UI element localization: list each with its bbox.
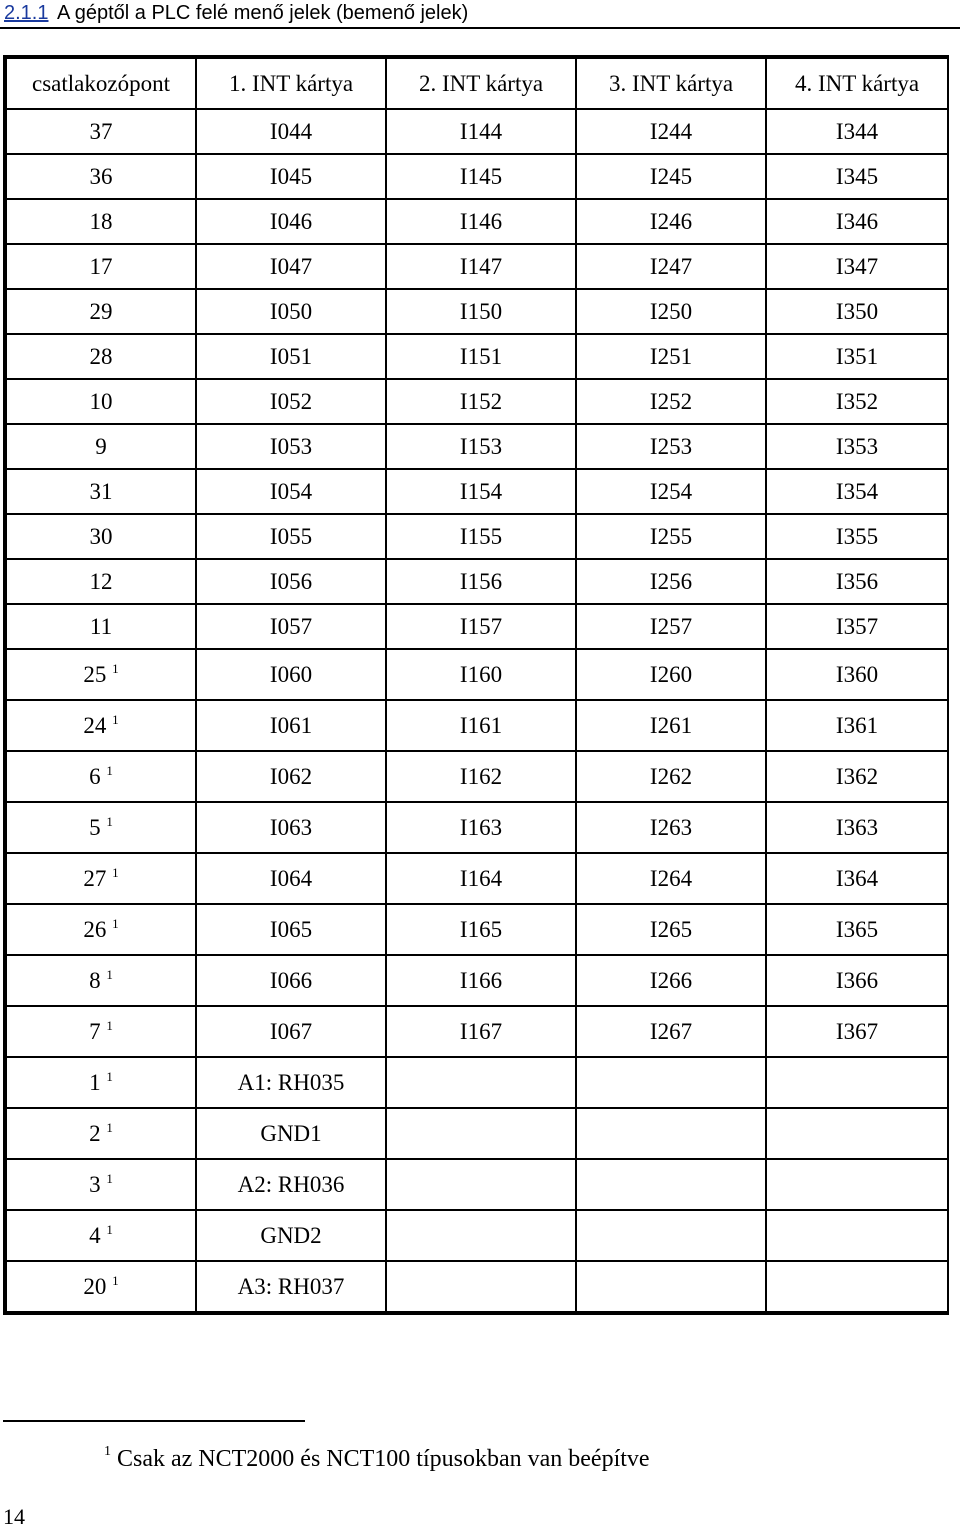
int-card-4-cell: I361: [766, 700, 948, 751]
int-card-1-cell: GND1: [196, 1108, 386, 1159]
int-card-2-cell: I157: [386, 604, 576, 649]
int-card-4-cell: I352: [766, 379, 948, 424]
int-card-3-cell: I266: [576, 955, 766, 1006]
int-card-4-cell: [766, 1159, 948, 1210]
table-row: [6, 649, 948, 700]
int-card-4-cell: I363: [766, 802, 948, 853]
connection-point-cell: [6, 424, 196, 469]
int-card-4-cell: I356: [766, 559, 948, 604]
int-card-1-cell: I057: [196, 604, 386, 649]
int-card-1-cell: I046: [196, 199, 386, 244]
connection-point-cell: [6, 1057, 196, 1108]
connection-point-value: 30: [89, 523, 113, 549]
int-card-3-cell: I250: [576, 289, 766, 334]
int-card-3-cell: I255: [576, 514, 766, 559]
connection-point-value: 5: [89, 814, 101, 840]
connection-point-value: 9: [95, 433, 107, 459]
table-row: [6, 379, 948, 424]
connection-point-cell: [6, 199, 196, 244]
int-card-3-cell: I245: [576, 154, 766, 199]
int-card-4-cell: I355: [766, 514, 948, 559]
table-row: [6, 904, 948, 955]
footnote-ref: 1: [112, 915, 119, 931]
connection-point-cell: [6, 853, 196, 904]
connection-point-value: 3: [89, 1171, 101, 1197]
header-int-card-2: 2. INT kártya: [386, 58, 576, 109]
table-row: [6, 700, 948, 751]
int-card-4-cell: I346: [766, 199, 948, 244]
int-card-2-cell: I166: [386, 955, 576, 1006]
table-row: [6, 154, 948, 199]
connection-point-value: 10: [89, 388, 113, 414]
connection-point-value: 17: [89, 253, 113, 279]
footnote-ref: 1: [106, 1119, 113, 1135]
connection-point-value: 1: [89, 1069, 101, 1095]
int-card-3-cell: I244: [576, 109, 766, 154]
table-row: [6, 802, 948, 853]
table-row: [6, 1261, 948, 1312]
int-card-4-cell: I362: [766, 751, 948, 802]
int-card-2-cell: I145: [386, 154, 576, 199]
int-card-3-cell: I252: [576, 379, 766, 424]
int-card-4-cell: I345: [766, 154, 948, 199]
int-card-2-cell: [386, 1108, 576, 1159]
int-card-2-cell: I155: [386, 514, 576, 559]
footnote-ref: 1: [106, 1017, 113, 1033]
header-int-card-4: 4. INT kártya: [766, 58, 948, 109]
connection-point-cell: [6, 334, 196, 379]
connection-point-cell: [6, 751, 196, 802]
connection-point-cell: [6, 700, 196, 751]
connection-point-cell: [6, 604, 196, 649]
int-card-1-cell: I053: [196, 424, 386, 469]
connection-point-value: 4: [89, 1222, 101, 1248]
footnote-ref: 1: [106, 762, 113, 778]
int-card-4-cell: I367: [766, 1006, 948, 1057]
int-card-1-cell: A1: RH035: [196, 1057, 386, 1108]
int-card-1-cell: I047: [196, 244, 386, 289]
connection-point-cell: [6, 1006, 196, 1057]
int-card-4-cell: [766, 1057, 948, 1108]
int-card-3-cell: I262: [576, 751, 766, 802]
int-card-1-cell: I066: [196, 955, 386, 1006]
int-card-3-cell: I256: [576, 559, 766, 604]
int-card-1-cell: A2: RH036: [196, 1159, 386, 1210]
int-card-2-cell: I160: [386, 649, 576, 700]
heading-divider: [0, 27, 960, 29]
footnote-text: Csak az NCT2000 és NCT100 típusokban van beépítve: [117, 1446, 650, 1472]
table-row: [6, 109, 948, 154]
connection-point-value: 26: [83, 916, 107, 942]
footnote-ref: 1: [112, 1272, 119, 1288]
int-card-1-cell: I055: [196, 514, 386, 559]
int-card-3-cell: I267: [576, 1006, 766, 1057]
connection-point-cell: [6, 244, 196, 289]
section-title: A géptől a PLC felé menő jelek (bemenő jelek): [56, 2, 469, 24]
connection-point-value: 12: [89, 568, 113, 594]
connection-point-cell: [6, 559, 196, 604]
connection-point-value: 8: [89, 967, 101, 993]
table-row: [6, 559, 948, 604]
int-card-2-cell: I146: [386, 199, 576, 244]
header-int-card-1: 1. INT kártya: [196, 58, 386, 109]
connection-point-cell: [6, 109, 196, 154]
page-number: 14: [3, 1504, 25, 1529]
connection-point-cell: [6, 1210, 196, 1261]
section-heading: [4, 0, 468, 26]
int-card-2-cell: I154: [386, 469, 576, 514]
int-card-2-cell: I152: [386, 379, 576, 424]
int-card-1-cell: I056: [196, 559, 386, 604]
table-row: [6, 604, 948, 649]
int-card-3-cell: I253: [576, 424, 766, 469]
connection-point-cell: [6, 514, 196, 559]
connection-point-value: 27: [83, 865, 107, 891]
connection-point-value: 25: [83, 661, 107, 687]
table-body: [6, 109, 948, 1312]
connection-point-value: 37: [89, 118, 113, 144]
table-row: [6, 514, 948, 559]
footnote-ref: 1: [106, 1170, 113, 1186]
int-card-3-cell: [576, 1108, 766, 1159]
connection-point-cell: [6, 469, 196, 514]
section-number-link[interactable]: 2.1.1: [4, 2, 49, 24]
int-card-3-cell: [576, 1261, 766, 1312]
int-card-3-cell: [576, 1210, 766, 1261]
footnote: [104, 1446, 650, 1473]
connection-point-cell: [6, 379, 196, 424]
connection-point-cell: [6, 154, 196, 199]
int-card-4-cell: I360: [766, 649, 948, 700]
int-card-1-cell: I063: [196, 802, 386, 853]
int-card-1-cell: GND2: [196, 1210, 386, 1261]
connection-point-cell: [6, 649, 196, 700]
footnote-ref: 1: [112, 660, 119, 676]
int-card-1-cell: I062: [196, 751, 386, 802]
int-card-4-cell: I353: [766, 424, 948, 469]
connection-point-cell: [6, 955, 196, 1006]
footnote-rule: [3, 1420, 305, 1422]
int-card-4-cell: [766, 1261, 948, 1312]
footnote-ref: 1: [106, 813, 113, 829]
int-card-3-cell: [576, 1057, 766, 1108]
connection-point-value: 6: [89, 763, 101, 789]
int-card-1-cell: I044: [196, 109, 386, 154]
connection-point-cell: [6, 904, 196, 955]
int-card-1-cell: I064: [196, 853, 386, 904]
connection-point-value: 28: [89, 343, 113, 369]
connection-point-value: 2: [89, 1120, 101, 1146]
int-card-1-cell: I067: [196, 1006, 386, 1057]
int-card-2-cell: I164: [386, 853, 576, 904]
header-int-card-3: 3. INT kártya: [576, 58, 766, 109]
int-card-4-cell: I364: [766, 853, 948, 904]
footnote-ref: 1: [112, 711, 119, 727]
int-card-4-cell: I354: [766, 469, 948, 514]
connection-point-value: 11: [89, 613, 113, 639]
table-row: [6, 1006, 948, 1057]
int-card-3-cell: I264: [576, 853, 766, 904]
int-card-1-cell: I050: [196, 289, 386, 334]
table-row: [6, 244, 948, 289]
header-connection-point: csatlakozópont: [6, 58, 196, 109]
int-card-2-cell: I162: [386, 751, 576, 802]
int-card-2-cell: I165: [386, 904, 576, 955]
int-card-3-cell: [576, 1159, 766, 1210]
int-card-2-cell: [386, 1057, 576, 1108]
footnote-ref: 1: [106, 966, 113, 982]
int-card-2-cell: I161: [386, 700, 576, 751]
int-card-4-cell: I344: [766, 109, 948, 154]
int-card-2-cell: I144: [386, 109, 576, 154]
int-card-2-cell: [386, 1159, 576, 1210]
footnote-ref: 1: [112, 864, 119, 880]
int-card-1-cell: I051: [196, 334, 386, 379]
int-card-3-cell: I247: [576, 244, 766, 289]
int-card-4-cell: I357: [766, 604, 948, 649]
int-card-1-cell: A3: RH037: [196, 1261, 386, 1312]
table-row: [6, 424, 948, 469]
table-header-row: [6, 58, 948, 109]
int-card-1-cell: I045: [196, 154, 386, 199]
int-card-4-cell: I350: [766, 289, 948, 334]
int-card-1-cell: I060: [196, 649, 386, 700]
int-card-1-cell: I054: [196, 469, 386, 514]
footnote-ref: 1: [106, 1221, 113, 1237]
int-card-3-cell: I261: [576, 700, 766, 751]
connection-point-value: 29: [89, 298, 113, 324]
int-card-1-cell: I065: [196, 904, 386, 955]
int-card-2-cell: [386, 1210, 576, 1261]
int-card-4-cell: [766, 1108, 948, 1159]
table-row: [6, 853, 948, 904]
connection-point-value: 18: [89, 208, 113, 234]
int-card-3-cell: I257: [576, 604, 766, 649]
int-card-3-cell: I263: [576, 802, 766, 853]
int-card-3-cell: I246: [576, 199, 766, 244]
connection-point-value: 20: [83, 1273, 107, 1299]
int-card-4-cell: I347: [766, 244, 948, 289]
table-row: [6, 199, 948, 244]
int-card-1-cell: I052: [196, 379, 386, 424]
table-row: [6, 1210, 948, 1261]
table-row: [6, 289, 948, 334]
connection-point-value: 7: [89, 1018, 101, 1044]
int-card-1-cell: I061: [196, 700, 386, 751]
int-card-2-cell: I167: [386, 1006, 576, 1057]
connection-point-value: 31: [89, 478, 113, 504]
int-card-3-cell: I254: [576, 469, 766, 514]
int-card-2-cell: I153: [386, 424, 576, 469]
connection-point-cell: [6, 1159, 196, 1210]
connection-point-value: 24: [83, 712, 107, 738]
connection-point-cell: [6, 1261, 196, 1312]
int-card-3-cell: I265: [576, 904, 766, 955]
int-card-4-cell: I351: [766, 334, 948, 379]
table-row: [6, 469, 948, 514]
int-card-4-cell: I365: [766, 904, 948, 955]
table-row: [6, 955, 948, 1006]
table-row: [6, 1057, 948, 1108]
signal-table: [5, 57, 949, 1313]
int-card-2-cell: I147: [386, 244, 576, 289]
int-card-2-cell: I150: [386, 289, 576, 334]
connection-point-value: 36: [89, 163, 113, 189]
int-card-2-cell: I163: [386, 802, 576, 853]
connection-point-cell: [6, 289, 196, 334]
connection-point-cell: [6, 1108, 196, 1159]
table-row: [6, 1108, 948, 1159]
footnote-ref: 1: [106, 1068, 113, 1084]
int-card-2-cell: [386, 1261, 576, 1312]
int-card-3-cell: I251: [576, 334, 766, 379]
signal-table-frame: [3, 55, 949, 1315]
table-row: [6, 751, 948, 802]
int-card-4-cell: [766, 1210, 948, 1261]
int-card-4-cell: I366: [766, 955, 948, 1006]
table-row: [6, 334, 948, 379]
table-row: [6, 1159, 948, 1210]
footnote-marker: 1: [104, 1444, 111, 1459]
connection-point-cell: [6, 802, 196, 853]
int-card-2-cell: I156: [386, 559, 576, 604]
int-card-2-cell: I151: [386, 334, 576, 379]
int-card-3-cell: I260: [576, 649, 766, 700]
